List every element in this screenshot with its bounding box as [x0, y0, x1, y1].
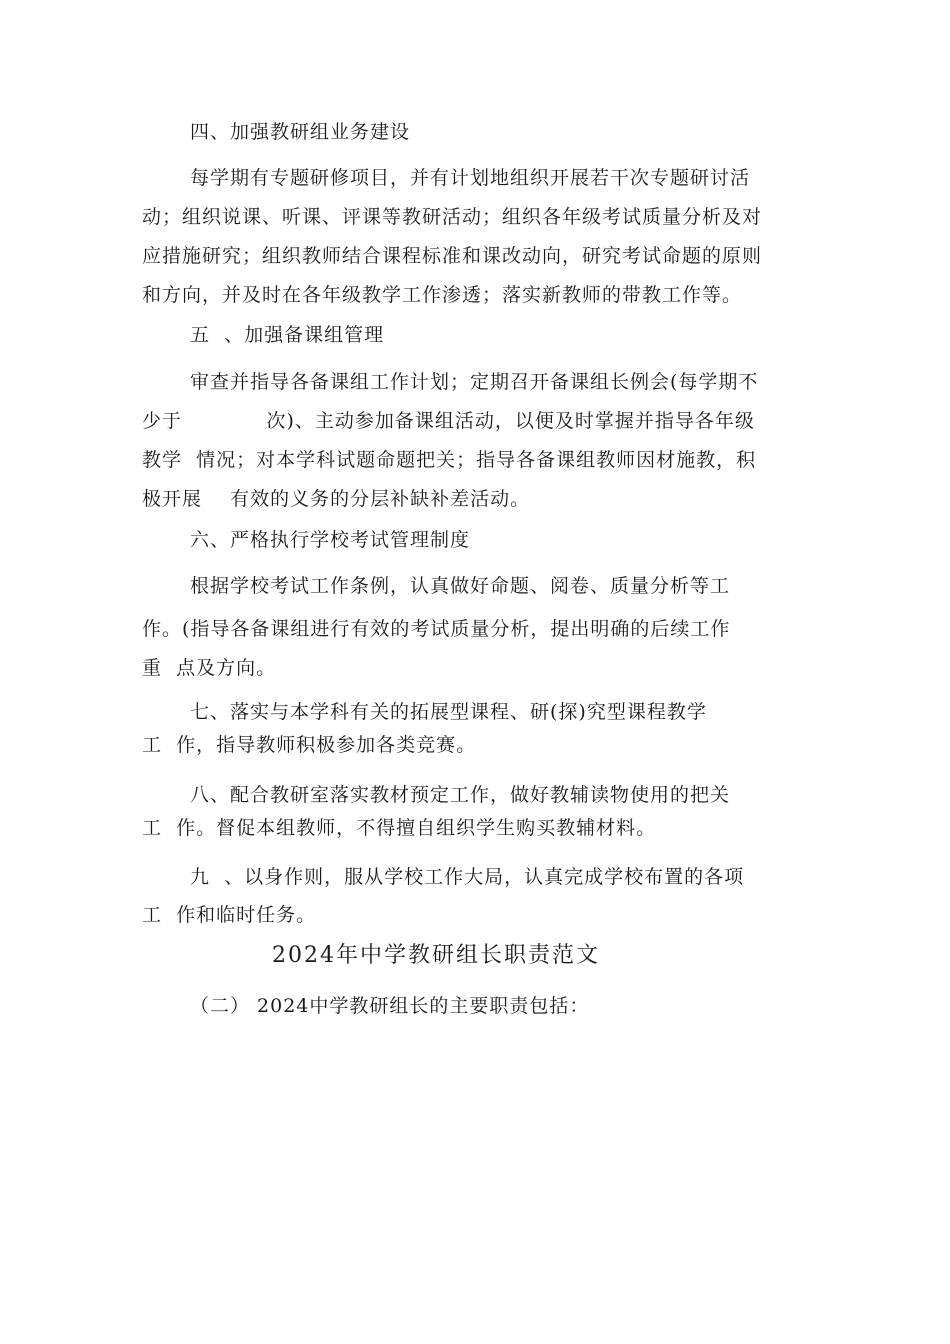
section-5-line-3: 教学 情况；对本学科试题命题把关；指导各备课组教师因材施教，积 — [142, 449, 757, 471]
section-5-line-4: 极开展 有效的义务的分层补缺补差活动。 — [142, 488, 531, 510]
section-6-heading: 六、严格执行学校考试管理制度 — [190, 529, 471, 551]
section-9-line-2: 工 作和临时任务。 — [142, 904, 317, 926]
section-5-line-2: 少于 次)、主动参加备课组活动，以便及时掌握并指导各年级 — [142, 410, 755, 432]
subheading-two: （二） 2024中学教研组长的主要职责包括： — [190, 995, 590, 1017]
section-8-line-2: 工 作。督促本组教师，不得擅自组织学生购买教辅材料。 — [142, 817, 657, 839]
section-8-line-1: 八、配合教研室落实教材预定工作，做好教辅读物使用的把关 — [190, 784, 731, 806]
section-5-line-1: 审查并指导各备课组工作计划；定期召开备课组长例会(每学期不 — [190, 371, 759, 393]
document-title: 2024年中学教研组长职责范文 — [272, 943, 600, 968]
section-4-heading: 四、加强教研组业务建设 — [190, 121, 411, 143]
section-4-line-4: 和方向，并及时在各年级教学工作渗透；落实新教师的带教工作等。 — [142, 284, 743, 306]
section-6-line-3: 重 点及方向。 — [142, 657, 277, 679]
section-9-line-1: 九 、以身作则，服从学校工作大局，认真完成学校布置的各项 — [190, 866, 745, 888]
section-4-line-1: 每学期有专题研修项目，并有计划地组织开展若干次专题研讨活 — [190, 167, 751, 189]
section-7-line-2: 工 作，指导教师积极参加各类竞赛。 — [142, 734, 477, 756]
section-6-line-2: 作。(指导各备课组进行有效的考试质量分析，提出明确的后续工作 — [142, 618, 731, 640]
section-5-heading: 五 、加强备课组管理 — [190, 324, 385, 346]
section-4-line-2: 动；组织说课、听课、评课等教研活动；组织各年级考试质量分析及对 — [142, 206, 763, 228]
section-4-line-3: 应措施研究；组织教师结合课程标准和课改动向，研究考试命题的原则 — [142, 245, 763, 267]
section-6-line-1: 根据学校考试工作条例，认真做好命题、阅卷、质量分析等工 — [190, 575, 731, 597]
section-7-line-1: 七、落实与本学科有关的拓展型课程、研(探)究型课程教学 — [190, 701, 707, 723]
